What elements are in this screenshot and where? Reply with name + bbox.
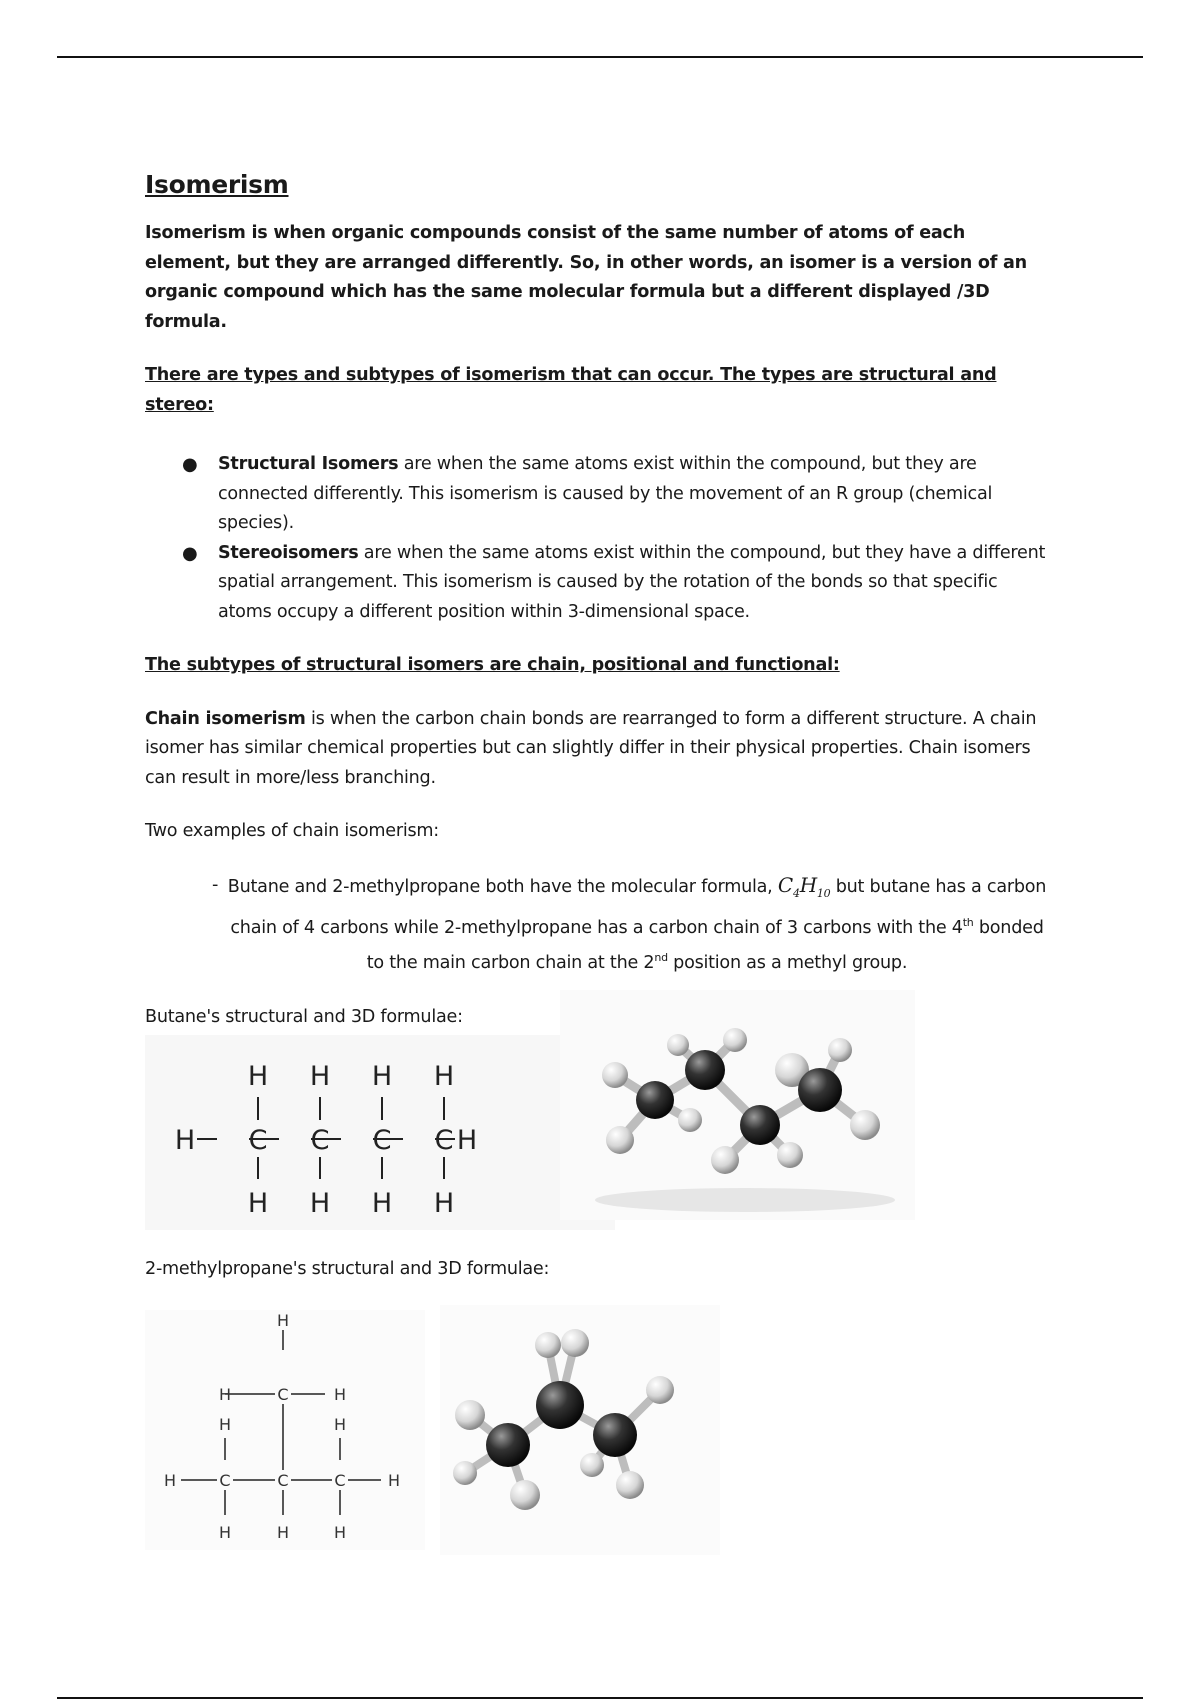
example-item: - Butane and 2-methylpropane both have the molecular formula, $C_4H_{10}$ but butane has a carbon chain of 4 carbons while 2-methylpropane has a carbon chain of 3 carbons with the 4th bonded to the main carbon chain at the 2nd position as a methyl group.: [212, 872, 1047, 974]
types-list: [145, 450, 1055, 627]
term-description: are when the same atoms exist within the compound, but they have a different spatial arrangement. This isomerism is caused by the rotation of the bonds so that specific atoms occupy a different position within 3-dimensional space.: [218, 542, 1046, 622]
carbon-atom-label: C: [434, 1125, 454, 1156]
term: Stereoisomers: [218, 542, 359, 563]
bullet-icon: ●: [182, 454, 198, 475]
list-item: [145, 450, 1055, 539]
hydrogen-atom-label: H: [371, 1061, 393, 1092]
butane-structural-formula: [145, 1035, 615, 1230]
butane-caption: Butane's structural and 3D formulae:: [145, 1006, 463, 1027]
hydrogen-atom-label: H: [174, 1125, 196, 1156]
hydrogen-atom-label: H: [218, 1523, 232, 1542]
hydrogen-atom-label: H: [371, 1188, 393, 1219]
hydrogen-atom-label: H: [218, 1415, 232, 1434]
page-title: Isomerism: [145, 170, 289, 199]
subtypes-heading: The subtypes of structural isomers are chain, positional and functional:: [145, 655, 840, 675]
hydrogen-atom-label: H: [333, 1415, 347, 1434]
dash-bullet: -: [212, 874, 219, 895]
methylpropane-3d-svg: [440, 1305, 720, 1555]
methylpropane-structural-formula: [145, 1310, 425, 1550]
hydrogen-atom-label: H: [163, 1471, 177, 1490]
hydrogen-atom-label: H: [218, 1385, 232, 1404]
header-rule: [57, 56, 1143, 58]
methylpropane-caption: 2-methylpropane's structural and 3D formulae:: [145, 1259, 550, 1279]
hydrogen-atom-label: H: [333, 1523, 347, 1542]
hydrogen-atom-label: H: [333, 1385, 347, 1404]
hydrogen-atom-label: H: [433, 1188, 455, 1219]
chain-paragraph: [145, 705, 1055, 794]
molecular-formula: $C_4H_{10}$: [777, 872, 831, 900]
hydrogen-atom-label: H: [276, 1523, 290, 1542]
carbon-atom-label: C: [372, 1125, 392, 1156]
methylpropane-3d-model: [440, 1305, 720, 1555]
carbon-atom-label: C: [277, 1385, 289, 1404]
examples-intro: Two examples of chain isomerism:: [145, 821, 439, 841]
hydrogen-atom-label: H: [309, 1188, 331, 1219]
term: Chain isomerism: [145, 708, 306, 729]
carbon-atom-label: C: [334, 1471, 346, 1490]
hydrogen-atom-label: H: [456, 1125, 478, 1156]
butane-structural-svg: [145, 1035, 615, 1230]
footer-rule: [57, 1697, 1143, 1699]
document-body: [145, 170, 1055, 1032]
hydrogen-atom-label: H: [309, 1061, 331, 1092]
bullet-icon: ●: [182, 542, 198, 564]
term-description: are when the same atoms exist within the compound, but they are connected differently. This isomerism is caused by the movement of an R group (chemical species).: [218, 454, 993, 533]
hydrogen-atom-label: H: [247, 1188, 269, 1219]
hydrogen-atom-label: H: [247, 1061, 269, 1092]
carbon-atom-label: C: [248, 1125, 268, 1156]
intro-paragraph: Isomerism is when organic compounds consist of the same number of atoms of each element, but they are arranged differently. So, in other words, an isomer is a version of an organic compound which has the same molecular formula but a different displayed /3D formula.: [145, 223, 1027, 332]
hydrogen-atom-label: H: [276, 1311, 290, 1330]
butane-3d-model: [560, 990, 915, 1220]
carbon-atom-label: C: [219, 1471, 231, 1490]
term: Structural Isomers: [218, 454, 399, 474]
butane-3d-svg: [560, 990, 915, 1220]
list-item: [145, 539, 1055, 628]
term-description: is when the carbon chain bonds are rearranged to form a different structure. A chain isomer has similar chemical properties but can slightly differ in their physical properties. Chain isomers can result in more/less branching.: [145, 708, 1037, 788]
types-heading: There are types and subtypes of isomerism that can occur. The types are structural and stereo:: [145, 365, 997, 415]
methylpropane-structural-svg: [145, 1310, 425, 1550]
hydrogen-atom-label: H: [433, 1061, 455, 1092]
hydrogen-atom-label: H: [387, 1471, 401, 1490]
carbon-atom-label: C: [310, 1125, 330, 1156]
carbon-atom-label: C: [277, 1471, 289, 1490]
